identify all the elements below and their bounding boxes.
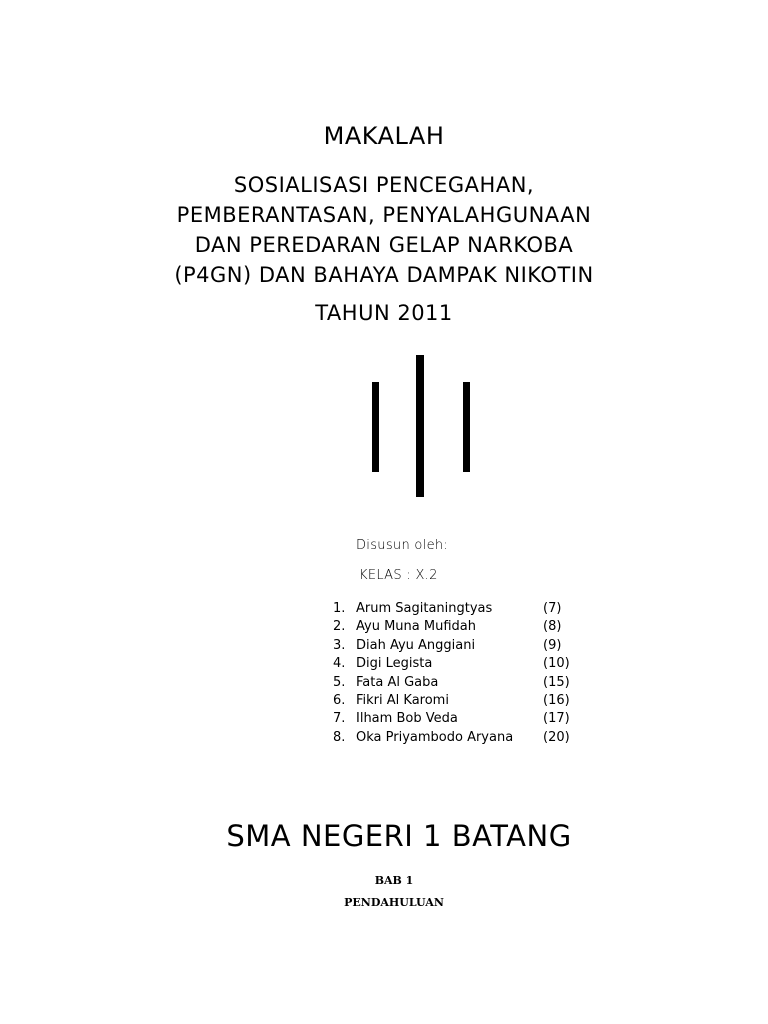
document-topic	[0, 170, 768, 290]
member-absent-number: (20)	[543, 729, 570, 745]
logo-bar-center	[416, 355, 424, 497]
chapter-title: PENDAHULUAN	[344, 896, 444, 909]
member-absent-number: (10)	[543, 656, 570, 672]
class-label: KELAS : X.2	[359, 568, 438, 583]
member-absent-number: (15)	[543, 674, 570, 690]
list-item	[326, 710, 586, 728]
member-number: 3.	[333, 637, 346, 653]
member-list	[326, 600, 586, 747]
member-absent-number: (9)	[543, 637, 562, 653]
school-name: SMA NEGERI 1 BATANG	[226, 819, 572, 853]
member-name: Fikri Al Karomi	[356, 692, 449, 708]
member-number: 7.	[333, 711, 346, 727]
topic-line: (P4GN) DAN BAHAYA DAMPAK NIKOTIN	[174, 263, 594, 287]
member-absent-number: (8)	[543, 619, 562, 635]
member-name: Diah Ayu Anggiani	[356, 637, 476, 653]
member-name: Fata Al Gaba	[356, 674, 439, 690]
member-absent-number: (7)	[543, 601, 562, 616]
member-name: Arum Sagitaningtyas	[356, 601, 493, 616]
document-heading: MAKALAH	[323, 122, 445, 150]
member-number: 1.	[333, 601, 346, 616]
list-item	[326, 674, 586, 692]
list-item	[326, 637, 586, 655]
member-name: Digi Legista	[356, 656, 433, 672]
member-number: 5.	[333, 674, 346, 690]
topic-line: PEMBERANTASAN, PENYALAHGUNAAN	[176, 203, 592, 227]
member-name: Ayu Muna Mufidah	[356, 619, 476, 635]
member-name: Ilham Bob Veda	[356, 711, 458, 727]
list-item	[326, 692, 586, 710]
logo-bar-left	[372, 382, 379, 472]
member-number: 2.	[333, 619, 346, 635]
list-item	[326, 729, 586, 747]
member-name: Oka Priyambodo Aryana	[356, 729, 514, 745]
member-absent-number: (16)	[543, 692, 570, 708]
member-number: 8.	[333, 729, 346, 745]
chapter-number: BAB 1	[374, 874, 414, 887]
member-number: 6.	[333, 692, 346, 708]
logo-bar-right	[463, 382, 470, 472]
topic-line: SOSIALISASI PENCEGAHAN,	[233, 173, 535, 197]
list-item	[326, 655, 586, 673]
member-absent-number: (17)	[543, 711, 570, 727]
list-item	[326, 600, 586, 618]
topic-line: DAN PEREDARAN GELAP NARKOBA	[194, 233, 574, 257]
member-number: 4.	[333, 656, 346, 672]
document-year: TAHUN 2011	[315, 301, 453, 325]
list-item	[326, 618, 586, 636]
compiled-by-label: Disusun oleh:	[356, 538, 449, 553]
